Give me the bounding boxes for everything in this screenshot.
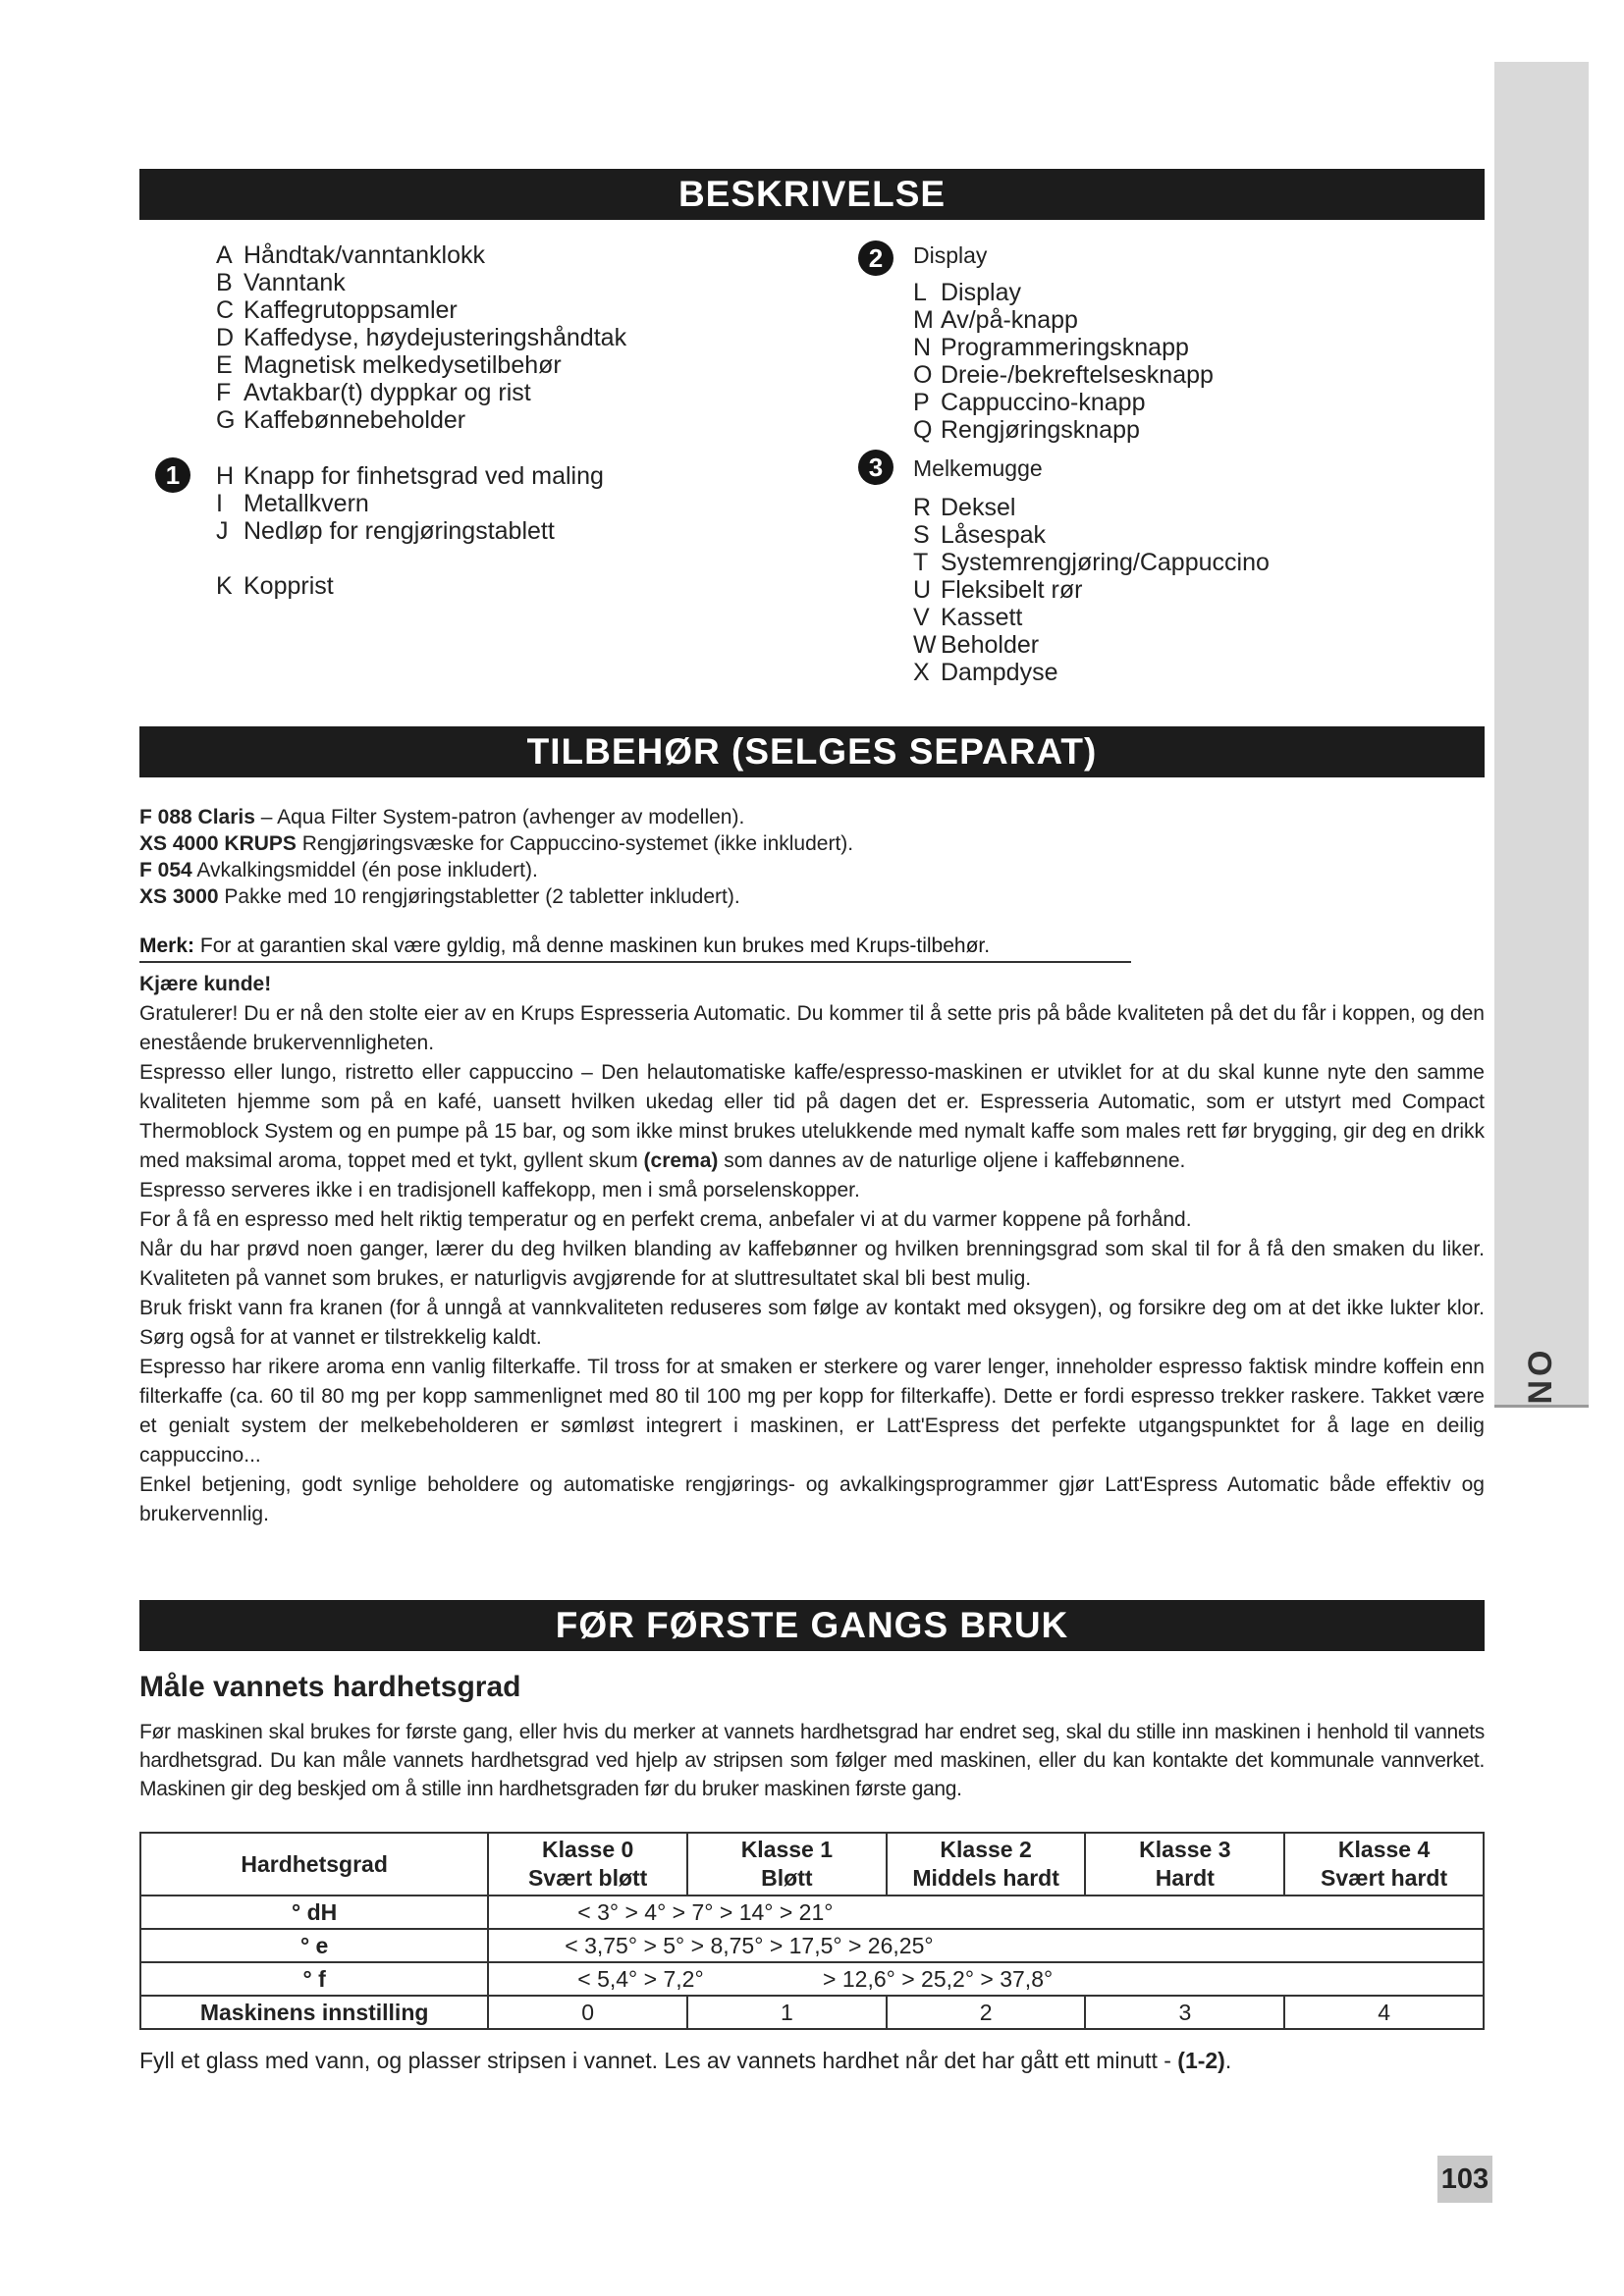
setting-value: 4: [1284, 1996, 1484, 2029]
language-code: NO: [1522, 1346, 1559, 1405]
hardness-footer: Fyll et glass med vann, og plasser stripsen i vannet. Les av vannets hardhet når det har gått ett minutt - (1-2).: [139, 2048, 1232, 2073]
badge-2: 2: [858, 240, 893, 276]
list-item: M Av/på-knapp: [913, 306, 1078, 334]
list-item: W Beholder: [913, 631, 1040, 659]
list-item: P Cappuccino-knapp: [913, 389, 1146, 416]
hardness-intro: Før maskinen skal brukes for første gang, eller hvis du merker at vannets hardhetsgrad har endret seg, skal du stille inn maskinen i henhold til vannets hardhetsgrad. Du kan måle vannets hardhetsgrad ved hjelp av stripsen som følger med maskinen, eller du kan kontakte det kommunale vannverket. Maskinen gir deg beskjed om å stille inn hardhetsgraden før du bruker maskinen første gang.: [139, 1721, 1485, 1800]
setting-value: 3: [1085, 1996, 1284, 2029]
accessory-item: XS 3000 Pakke med 10 rengjøringstabletter (2 tabletter inkludert).: [139, 885, 740, 908]
list-item: I Metallkvern: [216, 490, 369, 517]
description-list-group-2: [913, 279, 1214, 444]
table-header-row: [140, 1833, 1484, 1896]
table-header-class: Klasse 2 Middels hardt: [887, 1833, 1086, 1896]
table-header-class: Klasse 0 Svært bløtt: [488, 1833, 687, 1896]
accessory-item: F 088 Claris – Aqua Filter System-patron (avhenger av modellen).: [139, 806, 745, 828]
table-row: [140, 1996, 1484, 2029]
badge-3: 3: [858, 450, 893, 485]
customer-letter: [139, 970, 1485, 1529]
row-values: < 5,4° > 7,2° > 12,6° > 25,2° > 37,8°: [488, 1962, 1484, 1996]
table-header-label: Hardhetsgrad: [140, 1833, 488, 1896]
list-item: V Kassett: [913, 604, 1023, 631]
language-side-tab: [1494, 62, 1589, 1408]
list-item: R Deksel: [913, 494, 1016, 521]
list-item: C Kaffegrutoppsamler: [216, 296, 458, 324]
setting-value: 2: [887, 1996, 1086, 2029]
letter-paragraph: Enkel betjening, godt synlige beholdere og automatiske rengjørings- og avkalkingsprogrammer gjør Latt'Espress Automatic både effektiv og brukervennlig.: [139, 1473, 1485, 1525]
list-item: Q Rengjøringsknapp: [913, 416, 1140, 444]
list-item: F Avtakbar(t) dyppkar og rist: [216, 379, 531, 406]
row-label: Maskinens innstilling: [140, 1996, 488, 2029]
letter-greeting: Kjære kunde!: [139, 973, 272, 995]
hardness-heading: Måle vannets hardhetsgrad: [139, 1671, 521, 1703]
list-item: N Programmeringsknapp: [913, 334, 1189, 361]
group-2-title: Display: [913, 242, 988, 268]
badge-1: 1: [155, 457, 190, 493]
setting-value: 1: [687, 1996, 887, 2029]
row-values: < 3,75° > 5° > 8,75° > 17,5° > 26,25°: [488, 1929, 1484, 1962]
list-item: L Display: [913, 279, 1021, 306]
list-item: T Systemrengjøring/Cappuccino: [913, 549, 1270, 576]
group-3-title: Melkemugge: [913, 455, 1043, 481]
list-item: X Dampdyse: [913, 659, 1058, 686]
section-title-accessories: TILBEHØR (SELGES SEPARAT): [139, 726, 1485, 777]
table-header-class: Klasse 3 Hardt: [1085, 1833, 1284, 1896]
hardness-table: [139, 1832, 1485, 2030]
list-item: D Kaffedyse, høydejusteringshåndtak: [216, 324, 627, 351]
setting-value: 0: [488, 1996, 687, 2029]
table-row: [140, 1896, 1484, 1929]
table-header-class: Klasse 1 Bløtt: [687, 1833, 887, 1896]
accessory-list: [139, 804, 1485, 910]
description-list-main: [216, 241, 626, 434]
letter-paragraph: Espresso har rikere aroma enn vanlig filterkaffe. Til tross for at smaken er sterkere og varer lenger, inneholder espresso faktisk mindre koffein enn filterkaffe (ca. 60 til 80 mg per kopp sammenlignet med 80 til 100 mg per kopp for filterkaffe). Dette er fordi espresso trekker raskere. Takket være et genialt system der melkebeholderen er sømløst integrert i maskinen, er Latt'Espress det perfekte utgangspunktet for å lage en deilig cappuccino...: [139, 1356, 1485, 1467]
letter-paragraph: Gratulerer! Du er nå den stolte eier av en Krups Espresseria Automatic. Du kommer til å sette pris på både kvaliteten på det du får i koppen, og den enestående brukervennligheten.: [139, 1002, 1485, 1054]
list-item: A Håndtak/vanntanklokk: [216, 241, 485, 269]
accessory-item: XS 4000 KRUPS Rengjøringsvæske for Cappuccino-systemet (ikke inkludert).: [139, 832, 854, 855]
list-item: O Dreie-/bekreftelsesknapp: [913, 361, 1214, 389]
letter-paragraph: Når du har prøvd noen ganger, lærer du deg hvilken blanding av kaffebønner og hvilken brenningsgrad som skal til for å få den smaken du liker. Kvaliteten på vannet som brukes, er naturligvis avgjørende for at sluttresultatet skal bli best mulig.: [139, 1238, 1485, 1290]
list-item: S Låsespak: [913, 521, 1047, 549]
list-item: U Fleksibelt rør: [913, 576, 1083, 604]
row-label: ° f: [140, 1962, 488, 1996]
list-item: E Magnetisk melkedysetilbehør: [216, 351, 562, 379]
warranty-note: Merk: For at garantien skal være gyldig, må denne maskinen kun brukes med Krups-tilbehør.: [139, 933, 1131, 963]
letter-paragraph: Espresso eller lungo, ristretto eller cappuccino – Den helautomatiske kaffe/espresso-maskinen er utviklet for at du skal kunne nyte den samme kvaliteten hjemme som på en kafé, uansett hvilken ukedag eller tid på dagen det er. Espresseria Automatic, som er utstyrt med Compact Thermoblock System og en pumpe på 15 bar, og som ikke minst brukes utelukkende med nymalt kaffe som males rett før brygging, gir deg en drikk med maksimal aroma, toppet med et tykt, gyllent skum (crema) som dannes av de naturlige oljene i kaffebønnene.: [139, 1061, 1485, 1172]
section-title-description: BESKRIVELSE: [139, 169, 1485, 220]
letter-paragraph: Bruk friskt vann fra kranen (for å unngå at vannkvaliteten reduseres som følge av kontakt med oksygen), og forsikre deg om at det ikke lukter klor. Sørg også for at vannet er tilstrekkelig kaldt.: [139, 1297, 1485, 1349]
row-label: ° e: [140, 1929, 488, 1962]
page-number: 103: [1437, 2156, 1492, 2203]
description-item-k: [216, 572, 334, 600]
table-row: [140, 1929, 1484, 1962]
letter-paragraph: For å få en espresso med helt riktig temperatur og en perfekt crema, anbefaler vi at du varmer koppene på forhånd.: [139, 1208, 1192, 1231]
row-values: < 3° > 4° > 7° > 14° > 21°: [488, 1896, 1484, 1929]
description-list-group-1: [216, 462, 604, 545]
letter-paragraph: Espresso serveres ikke i en tradisjonell kaffekopp, men i små porselenskopper.: [139, 1179, 860, 1201]
accessory-item: F 054 Avkalkingsmiddel (én pose inkludert).: [139, 859, 538, 881]
row-label: ° dH: [140, 1896, 488, 1929]
list-item: B Vanntank: [216, 269, 346, 296]
list-item: G Kaffebønnebeholder: [216, 406, 466, 434]
list-item: K Kopprist: [216, 572, 334, 600]
table-header-class: Klasse 4 Svært hardt: [1284, 1833, 1484, 1896]
table-row: [140, 1962, 1484, 1996]
list-item: J Nedløp for rengjøringstablett: [216, 517, 555, 545]
description-list-group-3: [913, 494, 1270, 686]
list-item: H Knapp for finhetsgrad ved maling: [216, 462, 604, 490]
section-title-first-use: FØR FØRSTE GANGS BRUK: [139, 1600, 1485, 1651]
